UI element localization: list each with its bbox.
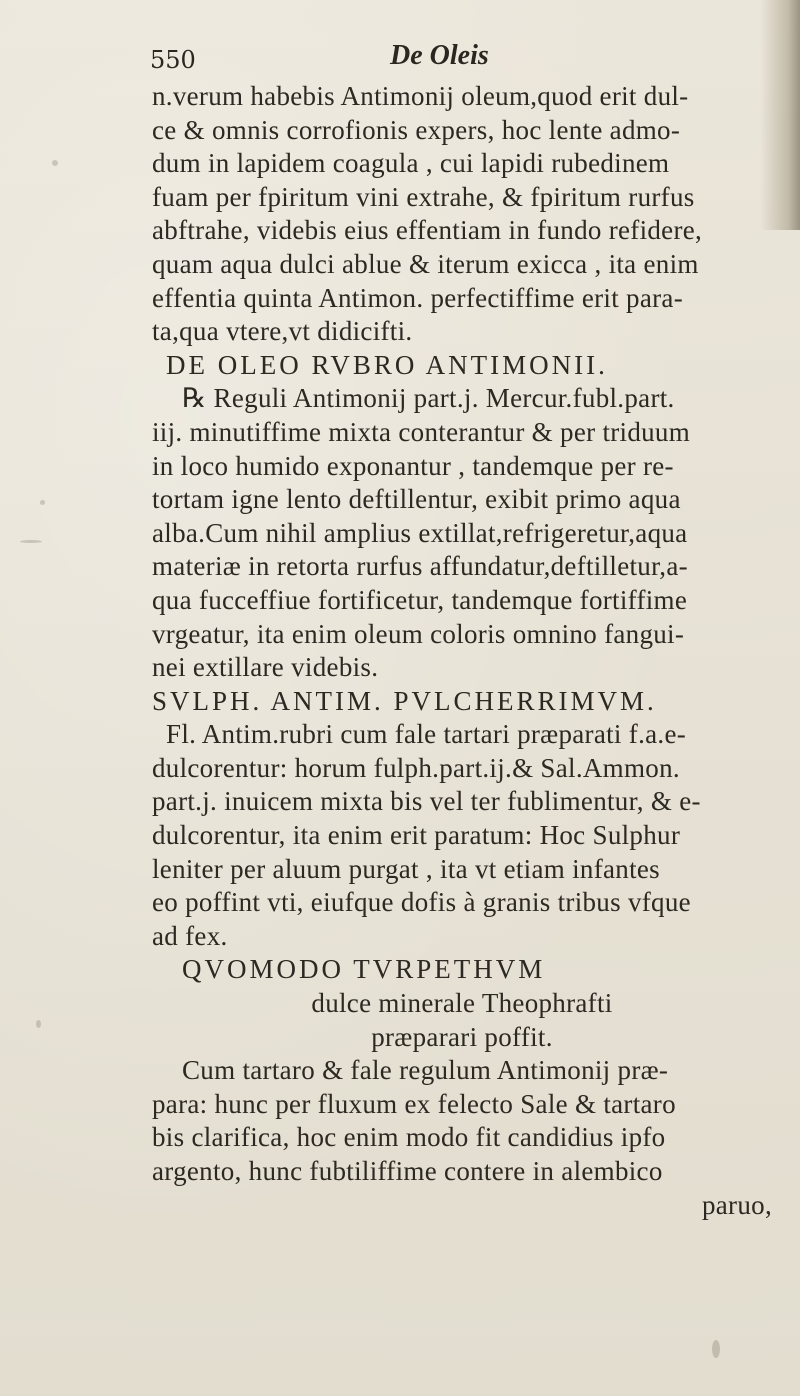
text-line: bis clarifica, hoc enim modo fit candidius ipfo [152, 1122, 666, 1153]
text-line: dum in lapidem coagula , cui lapidi rubedinem [152, 148, 670, 179]
page-header [150, 40, 650, 80]
body-text [152, 80, 792, 1222]
section-heading: QVOMODO TVRPETHVM [182, 954, 546, 985]
text-line: quam aqua dulci ablue & iterum exicca , ita enim [152, 248, 699, 279]
text-line: tortam igne lento deftillentur, exibit primo aqua [152, 484, 681, 515]
text-line: argento, hunc fubtiliffime contere in alembico [152, 1156, 663, 1186]
text-line: dulcorentur: horum fulph.part.ij.& Sal.Ammon. [152, 752, 680, 783]
text-line: effentia quinta Antimon. perfectiffime erit para- [152, 282, 683, 313]
section-subheading: dulce minerale Theophrafti [311, 988, 613, 1019]
text-line: eo poffint vti, eiufque dofis à granis tribus vfque [152, 887, 691, 918]
page-number: 550 [150, 46, 196, 74]
ink-spot [20, 540, 42, 543]
text-line: abftrahe, videbis eius effentiam in fundo refidere, [152, 215, 703, 246]
text-line: n.verum habebis Antimonij oleum,quod erit dul- [152, 81, 689, 111]
text-line: iij. minutiffime mixta conterantur & per triduum [152, 416, 691, 447]
text-line: para: hunc per fluxum ex felecto Sale & tartaro [152, 1088, 676, 1119]
running-title: De Oleis [390, 40, 489, 71]
section-heading: SVLPH. ANTIM. PVLCHERRIMVM. [152, 685, 657, 716]
text-line: vrgeatur, ita enim oleum coloris omnino fangui- [152, 618, 685, 649]
ink-spot [40, 500, 45, 505]
ink-spot [712, 1340, 720, 1358]
text-line: qua fucceffiue fortificetur, tandemque fortiffime [152, 584, 688, 615]
text-line: ad fex. [152, 920, 228, 951]
text-line: Cum tartaro & fale regulum Antimonij præ- [182, 1055, 669, 1086]
text-line: alba.Cum nihil amplius extillat,refrigeretur,aqua [152, 517, 688, 548]
text-line: materiæ in retorta rurfus affundatur,deftilletur,a- [152, 551, 688, 582]
section-subheading: præparari poffit. [371, 1021, 553, 1052]
catchword: paruo, [701, 1189, 772, 1220]
text-line: nei extillare videbis. [152, 652, 379, 683]
text-line: fuam per fpiritum vini extrahe, & fpiritum rurfus [152, 181, 695, 212]
section-heading: DE OLEO RVBRO ANTIMONII. [166, 349, 608, 380]
text-line: ta,qua vtere,vt didicifti. [152, 316, 413, 347]
ink-spot [52, 160, 58, 166]
text-line: ce & omnis corrofionis expers, hoc lente admo- [152, 114, 681, 145]
text-line: part.j. inuicem mixta bis vel ter fublimentur, & e- [152, 786, 701, 817]
text-line: Fl. Antim.rubri cum fale tartari præparati f.a.e- [166, 719, 687, 750]
text-line: leniter per aluum purgat , ita vt etiam infantes [152, 853, 660, 884]
text-line: in loco humido exponantur , tandemque per re- [152, 450, 674, 481]
text-line: ℞ Reguli Antimonij part.j. Mercur.fubl.part. [182, 383, 675, 414]
text-line: dulcorentur, ita enim erit paratum: Hoc Sulphur [152, 820, 681, 851]
ink-spot [36, 1020, 41, 1028]
